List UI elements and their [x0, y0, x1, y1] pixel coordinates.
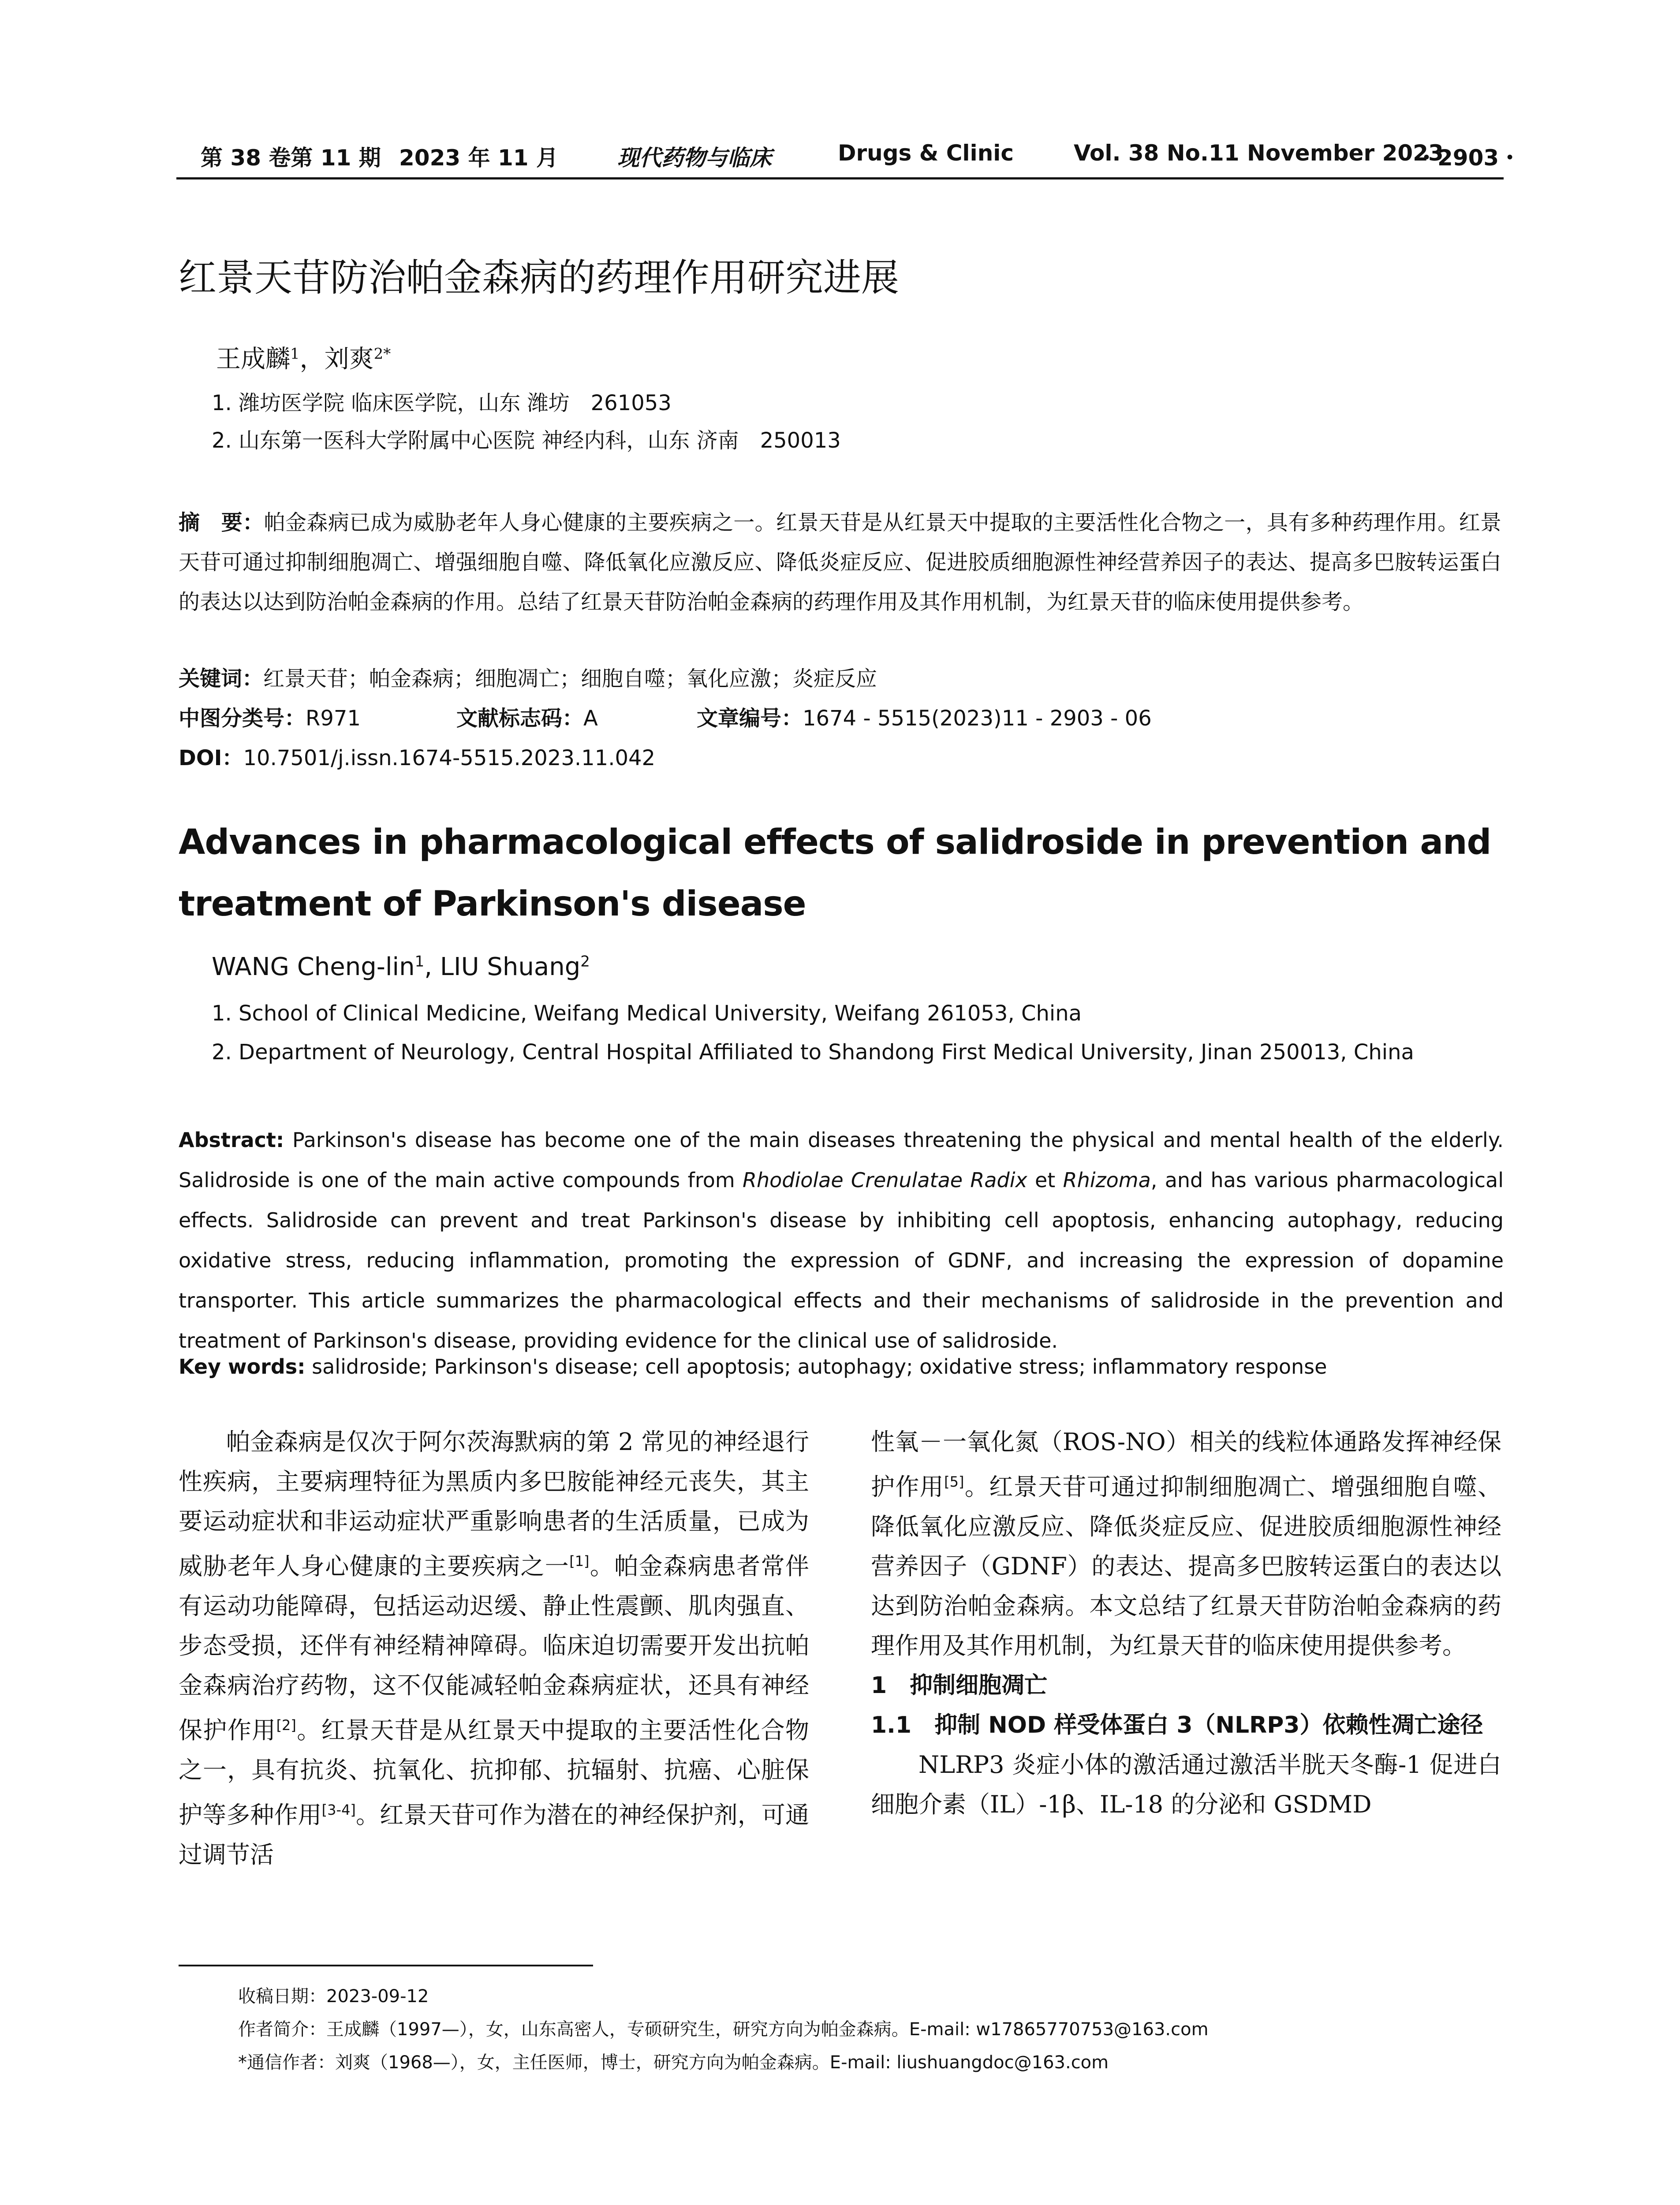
- author-en-1: WANG Cheng-lin: [212, 953, 415, 981]
- keywords-zh-label: 关键词：: [179, 666, 264, 691]
- abstract-en-text-1: Parkinson's disease has become one of the main diseases threatening the physical and mental health of the elderly. Salidroside is one of the main active compounds from: [179, 1128, 1504, 1192]
- clc-value: R971: [306, 706, 361, 731]
- citation: [1]: [569, 1553, 590, 1570]
- footnote-received: 收稿日期：2023-09-12: [238, 1986, 429, 2007]
- keywords-en-label: Key words:: [179, 1355, 306, 1379]
- affiliation-zh-1: 1. 潍坊医学院 临床医学院，山东 潍坊 261053: [212, 391, 672, 415]
- doc-code-value: A: [583, 706, 598, 731]
- body-text: 帕金森病是仅次于阿尔茨海默病的第 2 常见的神经退行性疾病，主要病理特征为黑质内多巴胺能神经元丧失，其主要运动症状和非运动症状严重影响患者的生活质量，已成为威胁老年人身心健康的主要疾病之一: [179, 1428, 809, 1580]
- body-text: 。红景天苷可作为潜在的神经保护剂，可通过调节活: [179, 1801, 810, 1869]
- header-journal-zh: 现代药物与临床: [617, 145, 772, 171]
- article-number-label: 文章编号：: [697, 706, 803, 731]
- author-zh-2: 刘爽: [324, 345, 374, 374]
- affiliation-en-1: 1. School of Clinical Medicine, Weifang Medical University, Weifang 261053, China: [212, 1001, 1082, 1026]
- footnote-author-bio: 作者简介：王成麟（1997—），女，山东高密人，专硕研究生，研究方向为帕金森病。E-mail: w17865770753@163.com: [238, 2019, 1209, 2040]
- author-en-2-sup: 2: [580, 953, 590, 971]
- article-number-value: 1674 - 5515(2023)11 - 2903 - 06: [803, 706, 1152, 731]
- body-paragraph: NLRP3 炎症小体的激活通过激活半胱天冬酶-1 促进白细胞介素（IL）-1β、IL-18 的分泌和 GSDMD: [871, 1751, 1501, 1818]
- body-text: 。帕金森病患者常伴有运动功能障碍，包括运动迟缓、静止性震颤、肌肉强直、步态受损，还伴有神经精神障碍。临床迫切需要开发出抗帕金森病治疗药物，这不仅能减轻帕金森病症状，还具有神经保护作用: [179, 1552, 810, 1744]
- header-volume-en: Vol. 38 No.11 November 2023: [1074, 140, 1444, 166]
- body-text: 。红景天苷可通过抑制细胞凋亡、增强细胞自噬、降低氧化应激反应、降低炎症反应、促进胶质细胞源性神经营养因子（GDNF）的表达、提高多巴胺转运蛋白的表达以达到防治帕金森病。本文总结了红景天苷防治帕金森病的药理作用及其作用机制，为红景天苷的临床使用提供参考。: [871, 1473, 1502, 1659]
- author-zh-sep: ，: [299, 345, 325, 374]
- body-paragraph: [179, 1422, 809, 1875]
- keywords-zh-text: 红景天苷；帕金森病；细胞凋亡；细胞自噬；氧化应激；炎症反应: [263, 666, 877, 691]
- author-zh-2-sup: 2*: [373, 345, 391, 363]
- keywords-zh: [179, 662, 877, 692]
- abstract-zh-text: 帕金森病已成为威胁老年人身心健康的主要疾病之一。红景天苷是从红景天中提取的主要活性化合物之一，具有多种药理作用。红景天苷可通过抑制细胞凋亡、增强细胞自噬、降低氧化应激反应、降低炎症反应、促进胶质细胞源性神经营养因子的表达、提高多巴胺转运蛋白的表达以达到防治帕金森病的作用。总结了红景天苷防治帕金森病的药理作用及其作用机制，为红景天苷的临床使用提供参考。: [179, 510, 1501, 614]
- clc-label: 中图分类号：: [179, 706, 306, 731]
- section-heading-1-1: 1.1 抑制 NOD 样受体蛋白 3（NLRP3）依赖性凋亡途径: [871, 1712, 1483, 1738]
- body-paragraph: [871, 1422, 1501, 1666]
- affiliation-zh-2: 2. 山东第一医科大学附属中心医院 神经内科，山东 济南 250013: [212, 428, 841, 453]
- abstract-en-italic-1: Rhodiolae Crenulatae Radix: [743, 1168, 1027, 1192]
- title-en: Advances in pharmacological effects of salidroside in prevention and treatment of Parkinson's disease: [179, 822, 1491, 924]
- citation: [2]: [276, 1717, 296, 1734]
- author-zh-1: 王成麟: [216, 345, 290, 374]
- author-en-2: LIU Shuang: [440, 953, 581, 981]
- affiliation-en-2: 2. Department of Neurology, Central Hospital Affiliated to Shandong First Medical University, Jinan 250013, China: [212, 1040, 1414, 1065]
- author-en-1-sup: 1: [414, 953, 425, 971]
- section-heading-1: 1 抑制细胞凋亡: [871, 1672, 1048, 1699]
- header-volume-zh: 第 38 卷第 11 期: [201, 145, 381, 171]
- author-zh-1-sup: 1: [290, 345, 300, 363]
- body-text: 性氧－一氧化氮（ROS-NO）相关的线粒体通路发挥神经保护作用: [871, 1428, 1501, 1501]
- header-date-zh: 2023 年 11 月: [399, 145, 558, 171]
- doi-value: 10.7501/j.issn.1674-5515.2023.11.042: [243, 746, 656, 770]
- author-en-sep: ,: [424, 953, 440, 981]
- citation: [5]: [944, 1473, 964, 1490]
- doc-code-label: 文献标志码：: [456, 706, 584, 731]
- running-header: [179, 140, 1521, 176]
- abstract-en-label: Abstract:: [179, 1128, 284, 1152]
- authors-zh: [216, 340, 391, 375]
- doi-line: [179, 741, 655, 771]
- header-page-number: ・2903・: [1415, 145, 1521, 171]
- header-rule: [176, 177, 1504, 179]
- citation: [3-4]: [321, 1801, 356, 1818]
- footnote-corresponding: *通信作者：刘爽（1968—），女，主任医师，博士，研究方向为帕金森病。E-mail: liushuangdoc@163.com: [238, 2052, 1109, 2073]
- abstract-zh: [179, 503, 1501, 622]
- keywords-en-text: salidroside; Parkinson's disease; cell apoptosis; autophagy; oxidative stress; inflammatory response: [305, 1355, 1327, 1379]
- abstract-en-text-2: et: [1027, 1168, 1063, 1192]
- keywords-en: [179, 1355, 1327, 1379]
- footnote-rule: [179, 1965, 593, 1966]
- doi-label: DOI：: [179, 746, 243, 770]
- abstract-en-italic-2: Rhizoma: [1063, 1168, 1151, 1192]
- abstract-en: [179, 1120, 1504, 1361]
- authors-en: [212, 953, 590, 981]
- classification-line: [179, 701, 1501, 732]
- body-text: 。红景天苷是从红景天中提取的主要活性化合物之一，具有抗炎、抗氧化、抗抑郁、抗辐射、抗癌、心脏保护等多种作用: [179, 1716, 810, 1829]
- body-column-right: [871, 1422, 1501, 1824]
- abstract-en-text-3: , and has various pharmacological effects. Salidroside can prevent and treat Parkinson's disease by inhibiting cell apoptosis, enhancing autophagy, reducing oxidative stress, reducing inflammation, promoting the expression of GDNF, and increasing the expression of dopamine transporter. This article summarizes the pharmacological effects and their mechanisms of salidroside in the prevention and treatment of Parkinson's disease, providing evidence for the clinical use of salidroside.: [179, 1168, 1504, 1353]
- abstract-zh-label: 摘 要：: [179, 510, 264, 535]
- header-journal-en: Drugs & Clinic: [838, 140, 1014, 166]
- title-zh: 红景天苷防治帕金森病的药理作用研究进展: [179, 256, 899, 300]
- body-column-left: [179, 1422, 809, 1875]
